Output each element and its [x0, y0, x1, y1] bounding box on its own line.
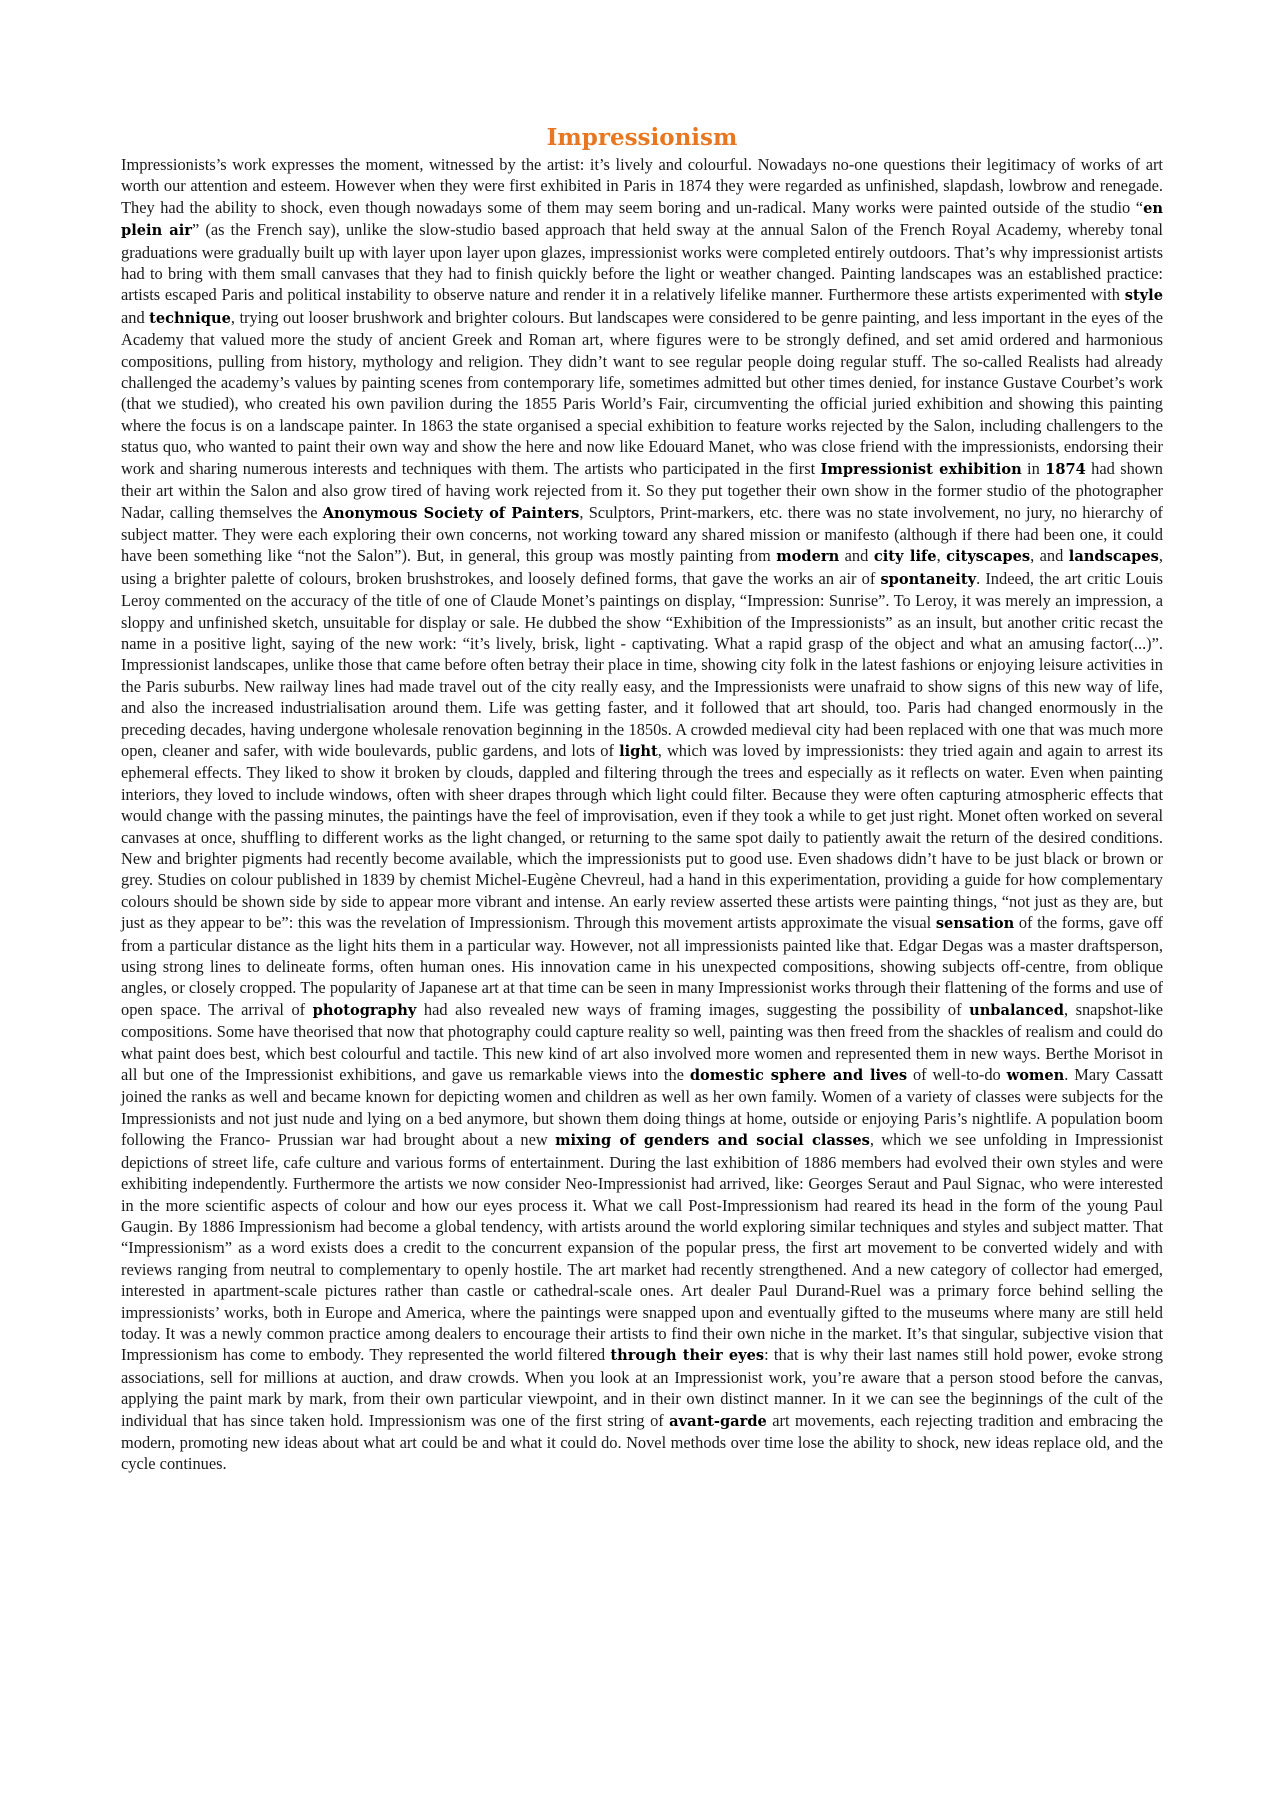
bold-term: mixing of genders and social classes	[555, 1132, 870, 1150]
bold-term: en plein air	[121, 199, 1163, 240]
text-run: of the forms, gave off from a particular distance as the light hits them in a particular way. However, not all impressionists painted like that. Edgar Degas was a master draftsperson, using strong lines to delineate forms, often human ones. His innovation came in his unexpected compositions, showing subjects off-centre, from oblique angles, or closely cropped. The popularity of Japanese art at that time can be seen in many Impressionist works through their flattening of the forms and use of open space. The arrival of	[121, 913, 1163, 1019]
bold-term: avant-garde	[669, 1412, 767, 1430]
bold-term: city life	[873, 548, 937, 566]
bold-term: unbalanced	[969, 1001, 1064, 1019]
text-run: , trying out looser brushwork and brighter colours. But landscapes were considered to be genre painting, and less important in the eyes of the Academy that valued more the study of ancient Greek and Roman art, where figures were to be strongly defined, and set amid ordered and harmonious compositions, pulling from history, mythology and religion. They didn’t want to see regular people doing regular stuff. The so-called Realists had already challenged the academy’s values by painting scenes from contemporary life, sometimes admitted but other times denied, for instance Gustave Courbet’s work (that we studied), who created his own pavilion during the 1855 Paris World’s Fair, circumventing the official juried exhibition and showing this painting where the focus is on a landscape painter. In 1863 the state organised a special exhibition to feature works rejected by the Salon, including challengers to the status quo, who wanted to paint their own way and show the here and now like Edouard Manet, who was close friend with the impressionists, endorsing their work and sharing numerous interests and techniques with them. The artists who participated in the first	[121, 307, 1164, 478]
text-run: , Sculptors, Print-markers, etc. there was no state involvement, no jury, no hierarchy of subject matter. They were each exploring their own concerns, not working toward any shared mission or manifesto (although if there had been one, it could have been something like “not the Salon”). But, in general, this group was mostly painting from	[121, 502, 1163, 566]
bold-term: domestic sphere and lives	[689, 1067, 908, 1085]
text-run: , which was loved by impressionists: they tried again and again to arrest its ephemeral effects. They liked to show it broken by clouds, dappled and filtering through the trees and especially as it reflects on water. Even when painting interiors, they loved to include windows, often with sheer drapes through which light could filter. Because they were often capturing atmospheric effects that would change with the passing minutes, the paintings have the feel of improvisation, even if they took a while to get just right. Monet often worked on several canvases at once, shuffling to different works as the light changed, or returning to the same spot daily to patiently await the return of the desired conditions. New and brighter pigments had recently become available, which the impressionists put to good use. Even shadows didn’t have to be just black or brown or grey. Studies on colour published in 1839 by chemist Michel-Eugène Chevreul, had a hand in this experimentation, providing a guide for how complementary colours should be shown side by side to appear more vibrant and intense. An early review asserted these artists were painting things, “not just as they are, but just as they appear to be”: this was the revelation of Impressionism. Through this movement artists approximate the visual	[121, 740, 1163, 933]
bold-term: landscapes	[1068, 548, 1159, 566]
bold-term: photography	[312, 1001, 417, 1019]
text-run: Impressionists’s work expresses the moment, witnessed by the artist: it’s lively and colourful. Nowadays no-one questions their legitimacy of works of art worth our attention and esteem. However when they were first exhibited in Paris in 1874 they were regarded as unfinished, slapdash, lowbrow and renegade. They had the ability to shock, even though nowadays some of them may seem boring and un-radical. Many works were painted outside of the studio “	[121, 155, 1163, 217]
text-run: . Indeed, the art critic Louis Leroy commented on the accuracy of the title of one of Claude Monet’s paintings on display, “Impression: Sunrise”. To Leroy, it was merely an impression, a sloppy and unfinished sketch, unsuitable for display or sale. He dubbed the show “Exhibition of the Impressionists” as an insult, but another critic recast the name in a positive light, saying of the new work: “it’s lively, brisk, light - captivating. What a rapid grasp of the object and what an amusing factor(...)”. Impressionist landscapes, unlike those that came before often betray their place in time, showing city folk in the latest fashions or enjoying leisure activities in the Paris suburbs. New railway lines had made travel out of the city really easy, and the Impressionists were unafraid to show signs of this new way of life, and also the increased industrialisation around them. Life was getting faster, and it followed that art should, too. Paris had changed enormously in the preceding decades, having undergone wholesale renovation beginning in the 1850s. A crowded medieval city had been replaced with one that was much more open, cleaner and safer, with wide boulevards, public gardens, and lots of	[121, 568, 1164, 760]
text-run: of well-to-do	[907, 1065, 1007, 1085]
bold-term: Anonymous Society of Painters	[322, 504, 580, 522]
text-run: , snapshot-like compositions. Some have theorised that now that photography could capture reality so well, painting was then freed from the shackles of realism and could do what paint does best, which best colourful and tactile. This new kind of art also involved more women and represented them in new ways. Berthe Morisot in all but one of the Impressionist exhibitions, and gave us remarkable views into the	[121, 999, 1163, 1085]
bold-term: style	[1124, 287, 1163, 305]
bold-term: cityscapes	[946, 548, 1031, 566]
document-title: Impressionism	[546, 124, 738, 151]
text-run: art movements, each rejecting tradition and embracing the modern, promoting new ideas about what art could be and what it could do. Novel methods over time lose the ability to shock, new ideas replace old, and the cycle continues.	[121, 1410, 1164, 1474]
text-run: , using a brighter palette of colours, broken brushstrokes, and loosely defined forms, that gave the works an air of	[121, 546, 1163, 588]
bold-term: light	[619, 742, 658, 760]
text-run: , and	[1030, 546, 1069, 566]
bold-term: Impressionist exhibition	[820, 460, 1022, 478]
bold-term: through their eyes	[610, 1347, 765, 1365]
text-run: and	[121, 307, 150, 327]
text-run: ” (as the French say), unlike the slow-studio based approach that held sway at the annual Salon of the French Royal Academy, whereby tonal graduations were gradually built up with layer upon layer upon glazes, impressionist works were completed entirely outdoors. That’s why impressionist artists had to bring with them small canvases that they had to finish quickly before the light or weather changed. Painting landscapes was an established practice: artists escaped Paris and political instability to observe nature and render it in a relatively lifelike manner. Furthermore these artists experimented with	[121, 220, 1163, 305]
text-run: in	[1021, 458, 1046, 478]
bold-term: sensation	[935, 915, 1015, 933]
text-run: , which we see unfolding in Impressionist depictions of street life, cafe culture and various forms of entertainment. During the last exhibition of 1886 members had evolved their own styles and were exhibiting independently. Furthermore the artists we now consider Neo-Impressionist had arrived, like: Georges Seraut and Paul Signac, who were interested in the more scientific aspects of colour and how our eyes process it. What we call Post-Impressionism had reared its head in the form of the young Paul Gaugin. By 1886 Impressionism had become a global tendency, with artists around the world exploring similar techniques and styles and subject matter. That “Impressionism” as a word exists does a credit to the concurrent expansion of the popular press, the first art movement to be converted widely and with reviews ranging from neutral to complementary to openly hostile. The art market had recently strengthened. And a new category of collector had emerged, interested in apartment-scale pictures rather than castle or cathedral-scale ones. Art dealer Paul Durand-Ruel was a primary force behind selling the impressionists’ works, both in Europe and America, where the paintings were snapped upon and eventually gifted to the museums where many are still held today. It was a newly common practice among dealers to encourage their artists to find their own niche in the market. It’s that singular, subjective vision that Impressionism has come to embody. They represented the world filtered	[121, 1130, 1164, 1365]
text-run: . Mary Cassatt joined the ranks as well and became known for depicting women and children as well as her own family. Women of a variety of classes were subjects for the Impressionists and not just nude and lying on a bed anymore, but shown them doing things at home, outside or enjoying Paris’s nightlife. A population boom following the Franco- Prussian war had brought about a new	[121, 1065, 1163, 1150]
text-run: ,	[936, 546, 947, 566]
text-run: had shown their art within the Salon and also grow tired of having work rejected from it. So they put together their own show in the former studio of the photographer Nadar, calling themselves the	[121, 458, 1163, 522]
bold-term: women	[1006, 1067, 1065, 1085]
text-run: and	[839, 546, 874, 566]
bold-term: modern	[776, 548, 840, 566]
text-run: : that is why their last names still hold power, evoke strong associations, sell for millions at auction, and draw crowds. When you look at an Impressionist work, you’re aware that a person stood before the canvas, applying the paint mark by mark, from their own particular viewpoint, and in their own distinct manner. In it we can see the beginnings of the cult of the individual that has since taken hold. Impressionism was one of the first string of	[121, 1345, 1163, 1430]
document-page	[121, 124, 1163, 1475]
bold-term: technique	[149, 309, 231, 327]
bold-term: 1874	[1045, 460, 1086, 478]
bold-term: spontaneity	[880, 570, 977, 588]
text-run: had also revealed new ways of framing images, suggesting the possibility of	[416, 999, 970, 1019]
body-paragraph	[121, 154, 1163, 1475]
